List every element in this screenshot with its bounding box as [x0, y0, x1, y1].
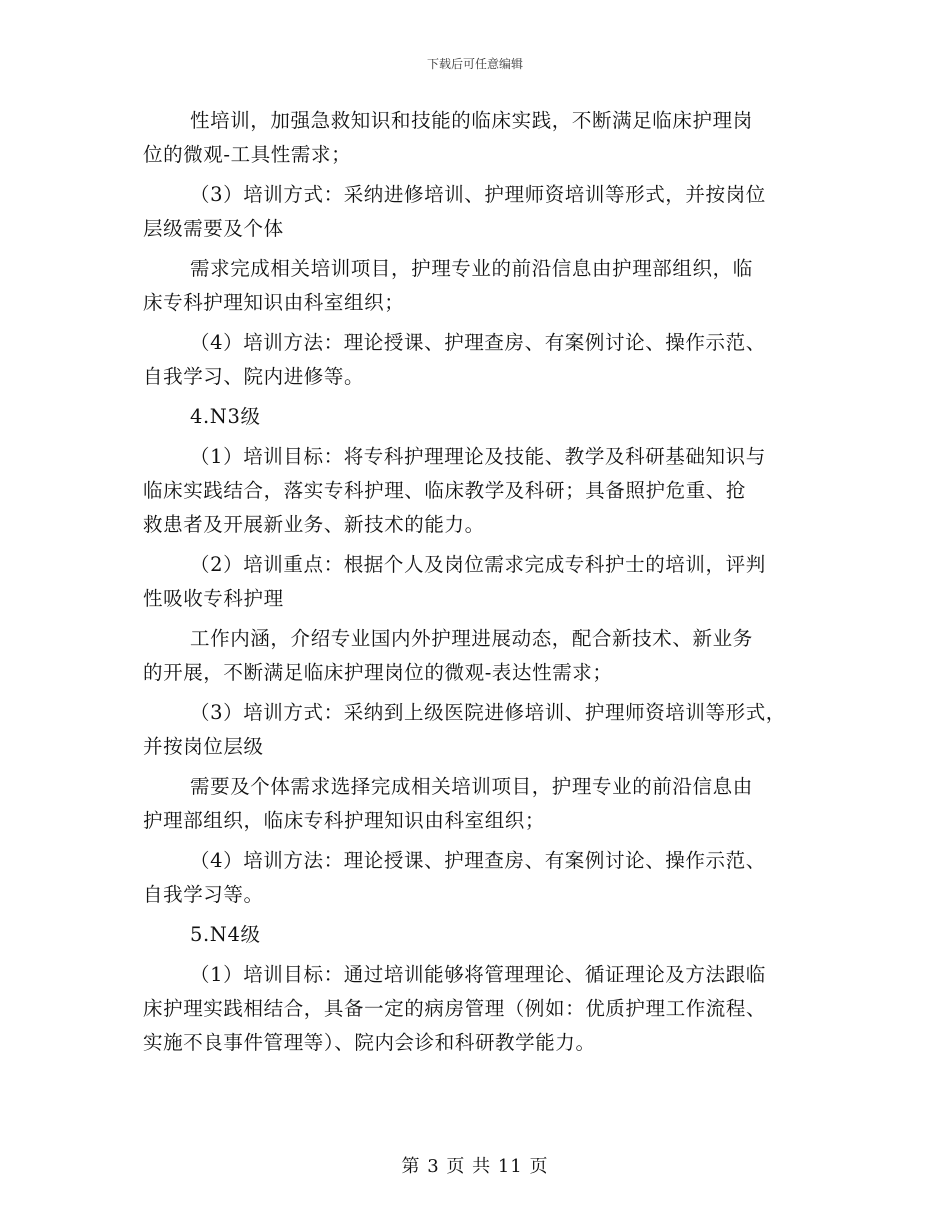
paragraph-line: （4）培训方法：理论授课、护理查房、有案例讨论、操作示范、: [190, 849, 766, 872]
paragraph-line: 临床实践结合，落实专科护理、临床教学及科研；具备照护危重、抢: [143, 479, 747, 502]
page-number: 第 3 页 共 11 页: [401, 1156, 549, 1177]
paragraph-line: 床专科护理知识由科室组织；: [143, 291, 405, 314]
paragraph-line: 并按岗位层级: [143, 735, 264, 758]
paragraph-line: 性吸收专科护理: [143, 587, 284, 610]
paragraph-line: 实施不良事件管理等）、院内会诊和科研教学能力。: [143, 1031, 596, 1054]
paragraph-line: （4）培训方法：理论授课、护理查房、有案例讨论、操作示范、: [190, 331, 766, 354]
paragraph-line: （3）培训方式：采纳进修培训、护理师资培训等形式，并按岗位: [190, 183, 766, 206]
paragraph-line: （3）培训方式：采纳到上级医院进修培训、护理师资培训等形式，: [190, 701, 786, 724]
paragraph-line: （1）培训目标：将专科护理理论及技能、教学及科研基础知识与: [190, 445, 766, 468]
paragraph-line: 需求完成相关培训项目，护理专业的前沿信息由护理部组织，临: [190, 257, 753, 280]
paragraph-line: 自我学习等。: [143, 883, 264, 906]
paragraph-line: 的开展，不断满足临床护理岗位的微观-表达性需求；: [143, 661, 613, 684]
paragraph-line: 护理部组织，临床专科护理知识由科室组织；: [143, 809, 546, 832]
paragraph-line: 层级需要及个体: [143, 217, 284, 240]
page-header-note: 下载后可任意编辑: [426, 57, 523, 71]
paragraph-line: 位的微观-工具性需求；: [143, 143, 352, 166]
paragraph-line: 工作内涵，介绍专业国内外护理进展动态，配合新技术、新业务: [190, 627, 753, 650]
paragraph-line: 需要及个体需求选择完成相关培训项目，护理专业的前沿信息由: [190, 775, 753, 798]
paragraph-line: 自我学习、院内进修等。: [143, 365, 365, 388]
paragraph-line: （2）培训重点：根据个人及岗位需求完成专科护士的培训，评判: [190, 553, 766, 576]
section-heading-n4: 5.N4级: [190, 923, 261, 946]
section-heading-n3: 4.N3级: [190, 405, 261, 428]
paragraph-line: 救患者及开展新业务、新技术的能力。: [143, 513, 485, 536]
document-body: [143, 104, 833, 1060]
paragraph-line: 床护理实践相结合，具备一定的病房管理（例如：优质护理工作流程、: [143, 997, 767, 1020]
paragraph-line: 性培训，加强急救知识和技能的临床实践，不断满足临床护理岗: [190, 109, 753, 132]
paragraph-line: （1）培训目标：通过培训能够将管理理论、循证理论及方法跟临: [190, 963, 766, 986]
